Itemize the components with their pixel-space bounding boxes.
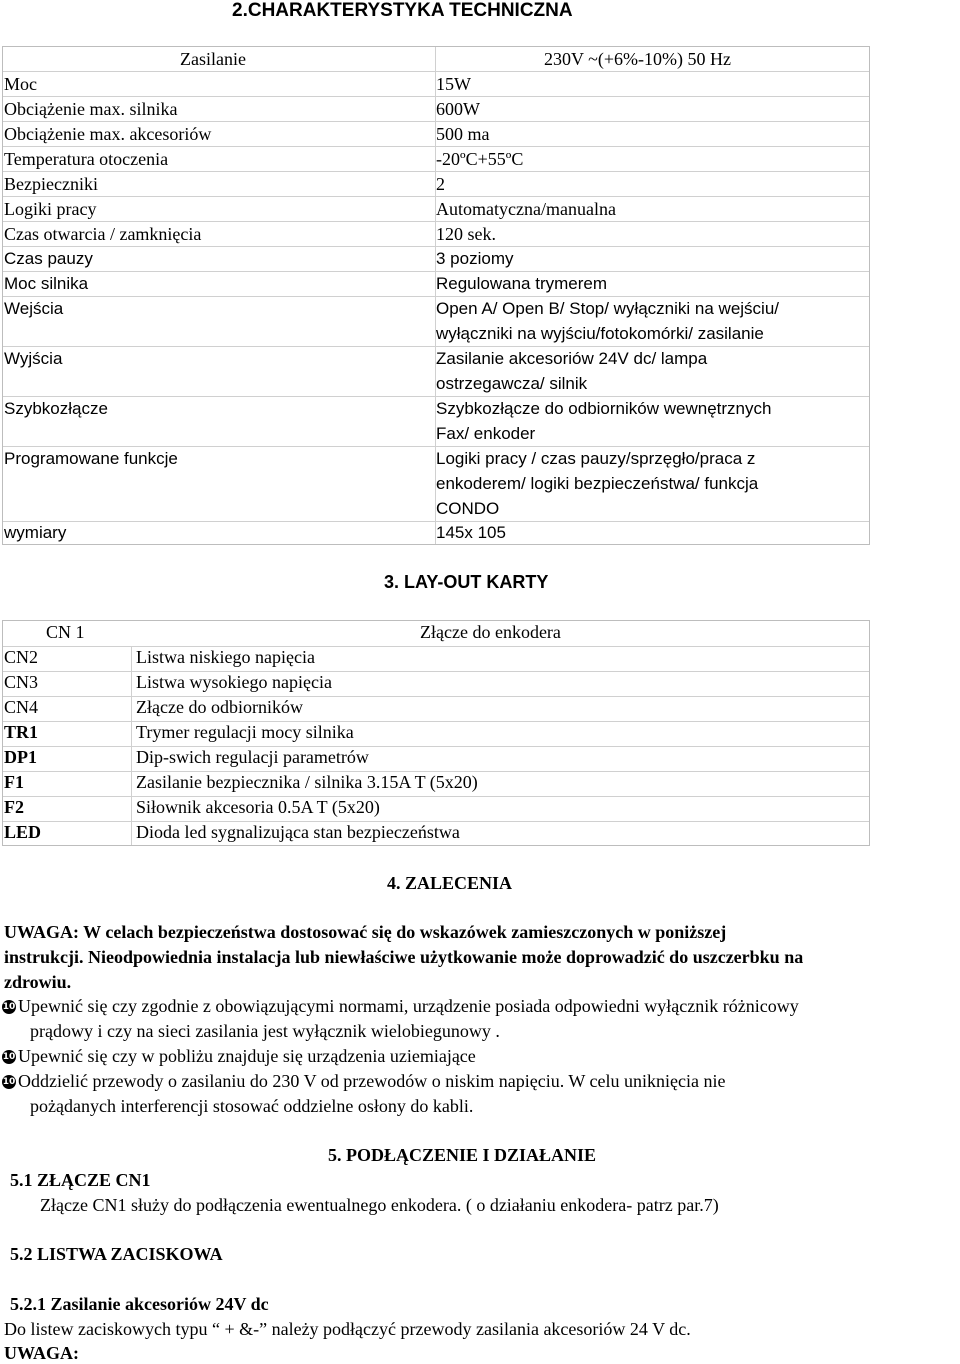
spec-label-szybkozlacze: Szybkozłącze — [4, 399, 108, 418]
layout-code-cn4: CN4 — [4, 697, 39, 717]
spec-value-zasilanie: 230V ~(+6%-10%) 50 Hz — [544, 49, 732, 69]
spec-label-logiki: Logiki pracy — [4, 199, 97, 219]
section2-title: 2.CHARAKTERYSTYKA TECHNICZNA — [232, 0, 573, 21]
spec-value-czas-otwarcia: 120 sek. — [436, 224, 496, 244]
warning-line-3: zdrowiu. — [4, 972, 72, 992]
spec-label-wyjscia: Wyjścia — [4, 349, 63, 368]
spec-value-wyjscia-line2: ostrzegawcza/ silnik — [436, 374, 588, 393]
spec-label-bezpieczniki: Bezpieczniki — [4, 174, 98, 194]
spec-value-wymiary: 145x 105 — [436, 523, 506, 542]
spec-label-moc-silnika: Moc silnika — [4, 274, 89, 293]
spec-value-wejscia-line1: Open A/ Open B/ Stop/ wyłączniki na wejściu/ — [436, 299, 780, 318]
spec-label-wymiary: wymiary — [4, 523, 67, 542]
section521-text: Do listew zaciskowych typu “ + &-” należy podłączyć przewody zasilania akcesoriów 24 V dc. — [4, 1319, 691, 1339]
bullet-1-line2: prądowy i czy na sieci zasilania jest wyłącznik wielobiegunowy . — [30, 1021, 500, 1041]
spec-value-logiki: Automatyczna/manualna — [436, 199, 616, 219]
spec-value-programowane-line3: CONDO — [436, 499, 500, 518]
uwaga-label: UWAGA: — [4, 1343, 79, 1363]
layout-desc-cn2: Listwa niskiego napięcia — [136, 647, 315, 667]
spec-table — [2, 46, 870, 545]
section4-title: 4. ZALECENIA — [387, 873, 513, 893]
spec-label-obciazenie-akcesoriow: Obciążenie max. akcesoriów — [4, 124, 212, 144]
layout-desc-f1: Zasilanie bezpiecznika / silnika 3.15A T (5x20) — [136, 772, 478, 792]
bullet-2-line1: Upewnić się czy w pobliżu znajduje się urządzenia uziemiające — [18, 1046, 476, 1066]
spec-label-czas-pauzy: Czas pauzy — [4, 249, 93, 268]
spec-value-obciazenie-akcesoriow: 500 ma — [436, 124, 490, 144]
layout-code-cn2: CN2 — [4, 647, 39, 667]
layout-desc-dp1: Dip-swich regulacji parametrów — [136, 747, 369, 767]
spec-value-wyjscia-line1: Zasilanie akcesoriów 24V dc/ lampa — [436, 349, 708, 368]
spec-value-moc: 15W — [436, 74, 471, 94]
spec-value-temperatura: -20ºC+55ºC — [436, 149, 524, 169]
spec-value-bezpieczniki: 2 — [436, 174, 445, 194]
spec-value-obciazenie-silnika: 600W — [436, 99, 480, 119]
spec-label-czas-otwarcia: Czas otwarcia / zamknięcia — [4, 224, 202, 244]
bullet-3-line1: Oddzielić przewody o zasilaniu do 230 V od przewodów o niskim napięciu. W celu uniknięcia nie — [18, 1071, 726, 1091]
numbered-bullet-icon: 10 — [2, 1052, 16, 1062]
bullet-1-line1: Upewnić się czy zgodnie z obowiązującymi normami, urządzenie posiada odpowiedni wyłącznik różnicowy — [18, 996, 799, 1016]
spec-value-moc-silnika: Regulowana trymerem — [436, 274, 608, 293]
section51-title: 5.1 ZŁĄCZE CN1 — [10, 1170, 151, 1190]
numbered-bullet-icon: 10 — [2, 1002, 16, 1012]
section5-title: 5. PODŁĄCZENIE I DZIAŁANIE — [328, 1145, 597, 1165]
numbered-bullet-icon: 10 — [2, 1077, 16, 1087]
layout-code-cn1: CN 1 — [46, 622, 85, 642]
spec-value-szybkozlacze-line1: Szybkozłącze do odbiorników wewnętrznych — [436, 399, 772, 418]
spec-value-programowane-line2: enkoderem/ logiki bezpieczeństwa/ funkcja — [436, 474, 759, 493]
spec-label-wejscia: Wejścia — [4, 299, 64, 318]
section521-title: 5.2.1 Zasilanie akcesoriów 24V dc — [10, 1294, 269, 1314]
layout-code-tr1: TR1 — [4, 722, 39, 742]
section52-title: 5.2 LISTWA ZACISKOWA — [10, 1244, 223, 1264]
layout-code-f1: F1 — [4, 772, 24, 792]
spec-label-obciazenie-silnika: Obciążenie max. silnika — [4, 99, 178, 119]
layout-code-f2: F2 — [4, 797, 24, 817]
spec-label-moc: Moc — [4, 74, 37, 94]
warning-line-2: instrukcji. Nieodpowiednia instalacja lub niewłaściwe użytkowanie może doprowadzić do uszczerbku na — [4, 947, 804, 967]
layout-desc-f2: Siłownik akcesoria 0.5A T (5x20) — [136, 797, 380, 817]
section3-title: 3. LAY-OUT KARTY — [384, 572, 549, 592]
layout-desc-cn1: Złącze do enkodera — [420, 622, 561, 642]
layout-code-led: LED — [4, 822, 42, 842]
layout-table — [2, 620, 870, 846]
spec-label-zasilanie: Zasilanie — [180, 49, 246, 69]
layout-code-cn3: CN3 — [4, 672, 39, 692]
spec-value-wejscia-line2: wyłączniki na wyjściu/fotokomórki/ zasilanie — [436, 324, 764, 343]
warning-line-1: UWAGA: W celach bezpieczeństwa dostosować się do wskazówek zamieszczonych w poniższej — [4, 922, 727, 942]
layout-code-dp1: DP1 — [4, 747, 37, 767]
spec-value-programowane-line1: Logiki pracy / czas pauzy/sprzęgło/praca z — [436, 449, 756, 468]
layout-desc-cn3: Listwa wysokiego napięcia — [136, 672, 332, 692]
spec-label-programowane: Programowane funkcje — [4, 449, 178, 468]
spec-value-szybkozlacze-line2: Fax/ enkoder — [436, 424, 536, 443]
spec-label-temperatura: Temperatura otoczenia — [4, 149, 169, 169]
layout-desc-tr1: Trymer regulacji mocy silnika — [136, 722, 354, 742]
bullet-3-line2: pożądanych interferencji stosować oddzielne osłony do kabli. — [30, 1096, 474, 1116]
layout-desc-cn4: Złącze do odbiorników — [136, 697, 303, 717]
section51-text: Złącze CN1 służy do podłączenia ewentualnego enkodera. ( o działaniu enkodera- patrz par.7) — [40, 1195, 719, 1215]
layout-desc-led: Dioda led sygnalizująca stan bezpieczeństwa — [136, 822, 460, 842]
spec-value-czas-pauzy: 3 poziomy — [436, 249, 514, 268]
